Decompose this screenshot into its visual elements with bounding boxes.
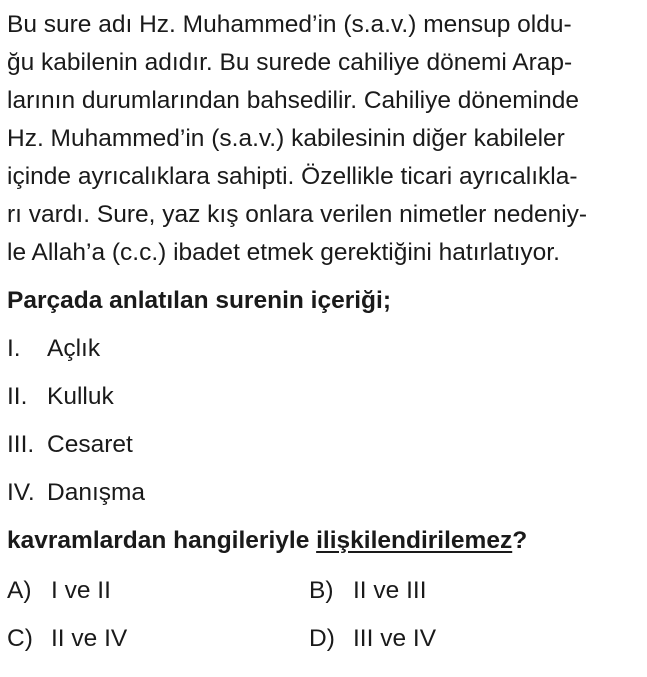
- item-text: Danışma: [47, 479, 146, 506]
- item-text: Kulluk: [47, 383, 114, 410]
- question-stem: Parçada anlatılan surenin içeriği;: [7, 287, 391, 314]
- passage-line: larının durumlarından bahsedilir. Cahiliye döneminde: [7, 87, 580, 114]
- item-number: II.: [7, 383, 28, 410]
- passage-line: rı vardı. Sure, yaz kış onlara verilen nimetler nedeniy-: [7, 201, 588, 228]
- choice-letter: C): [7, 625, 33, 652]
- choice-a[interactable]: [7, 577, 111, 605]
- passage-line: ğu kabilenin adıdır. Bu surede cahiliye dönemi Arap-: [7, 49, 573, 76]
- question-tail-suffix: ?: [512, 527, 528, 554]
- list-item: [7, 383, 114, 411]
- list-item: [7, 479, 145, 507]
- choice-letter: D): [309, 625, 335, 652]
- choice-d[interactable]: [309, 625, 436, 653]
- question-tail-prefix: kavramlardan hangileriyle: [7, 527, 317, 554]
- passage-line: le Allah’a (c.c.) ibadet etmek gerektiğini hatırlatıyor.: [7, 239, 560, 266]
- question-tail-underlined: ilişkilendirilemez: [316, 527, 513, 554]
- question-tail: [7, 527, 527, 555]
- item-text: Cesaret: [47, 431, 133, 458]
- choice-c[interactable]: [7, 625, 127, 653]
- item-text: Açlık: [47, 335, 101, 362]
- choice-text: I ve II: [51, 577, 111, 604]
- item-number: I.: [7, 335, 21, 362]
- passage-line: Hz. Muhammed’in (s.a.v.) kabilesinin diğer kabileler: [7, 125, 565, 152]
- choice-letter: B): [309, 577, 334, 604]
- choice-letter: A): [7, 577, 32, 604]
- passage-line: Bu sure adı Hz. Muhammed’in (s.a.v.) mensup oldu-: [7, 11, 572, 38]
- item-number: IV.: [7, 479, 35, 506]
- choice-text: III ve IV: [353, 625, 437, 652]
- passage-line: içinde ayrıcalıklara sahipti. Özellikle ticari ayrıcalıkla-: [7, 163, 578, 190]
- choice-b[interactable]: [309, 577, 427, 605]
- item-number: III.: [7, 431, 35, 458]
- list-item: [7, 431, 133, 459]
- list-item: [7, 335, 100, 363]
- choice-text: II ve IV: [51, 625, 128, 652]
- choice-text: II ve III: [353, 577, 427, 604]
